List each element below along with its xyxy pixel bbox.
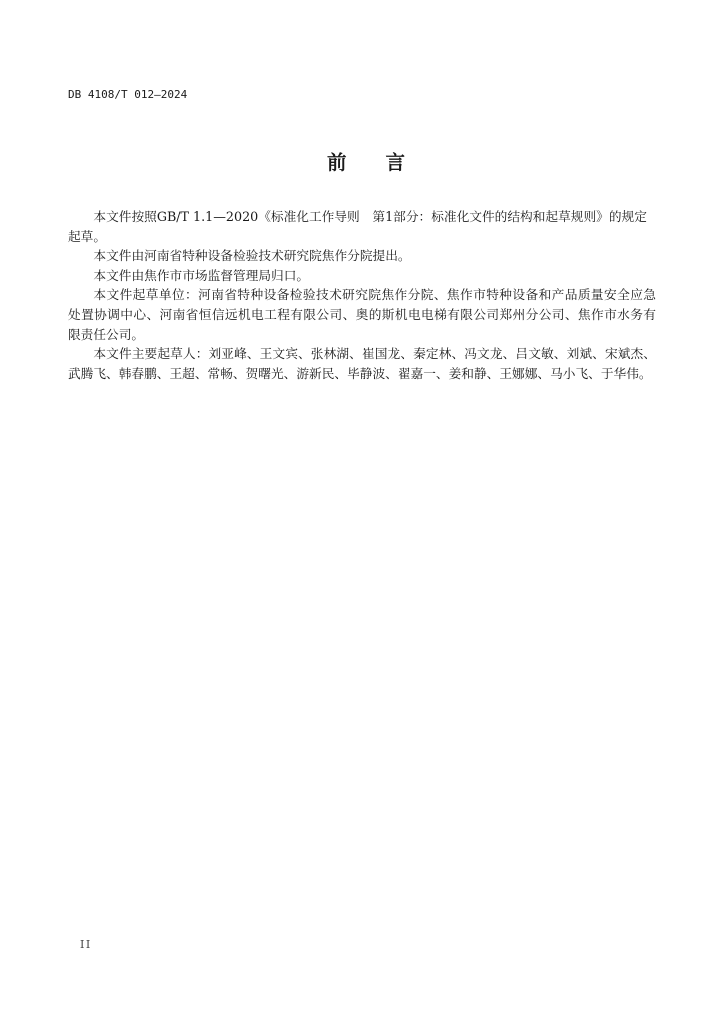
paragraph-line: 本文件主要起草人：刘亚峰、王文宾、张林湖、崔国龙、秦定林、冯文龙、吕文敏、刘斌、宋斌杰、 — [93, 346, 656, 362]
paragraph-proposer — [68, 246, 656, 266]
paragraph-drafting-basis — [68, 207, 656, 246]
paragraph-administrator — [68, 266, 656, 286]
document-code: DB 4108/T 012—2024 — [68, 88, 188, 101]
paragraph-line: 本文件由河南省特种设备检验技术研究院焦作分院提出。 — [93, 248, 411, 264]
paragraph-line: 本文件按照GB/T 1.1—2020《标准化工作导则 第1部分：标准化文件的结构和起草规则》的规定 — [93, 209, 647, 224]
paragraph-line: 武腾飞、韩春鹏、王超、常畅、贺曙光、游新民、毕静波、翟嘉一、姜和静、王娜娜、马小飞、于华伟。 — [68, 365, 652, 381]
section-title: 前 言 — [326, 151, 405, 174]
paragraph-drafting-organizations — [68, 285, 656, 344]
page-number: II — [80, 938, 92, 951]
paragraph-line: 起草。 — [68, 228, 107, 244]
preface-body — [68, 207, 656, 383]
paragraph-line: 限责任公司。 — [68, 326, 145, 342]
paragraph-line: 处置协调中心、河南省恒信远机电工程有限公司、奥的斯机电电梯有限公司郑州分公司、焦作市水务有 — [68, 306, 656, 322]
paragraph-main-drafters — [68, 344, 656, 383]
paragraph-line: 本文件起草单位：河南省特种设备检验技术研究院焦作分院、焦作市特种设备和产品质量安全应急 — [93, 287, 656, 303]
paragraph-line: 本文件由焦作市市场监督管理局归口。 — [93, 267, 310, 283]
